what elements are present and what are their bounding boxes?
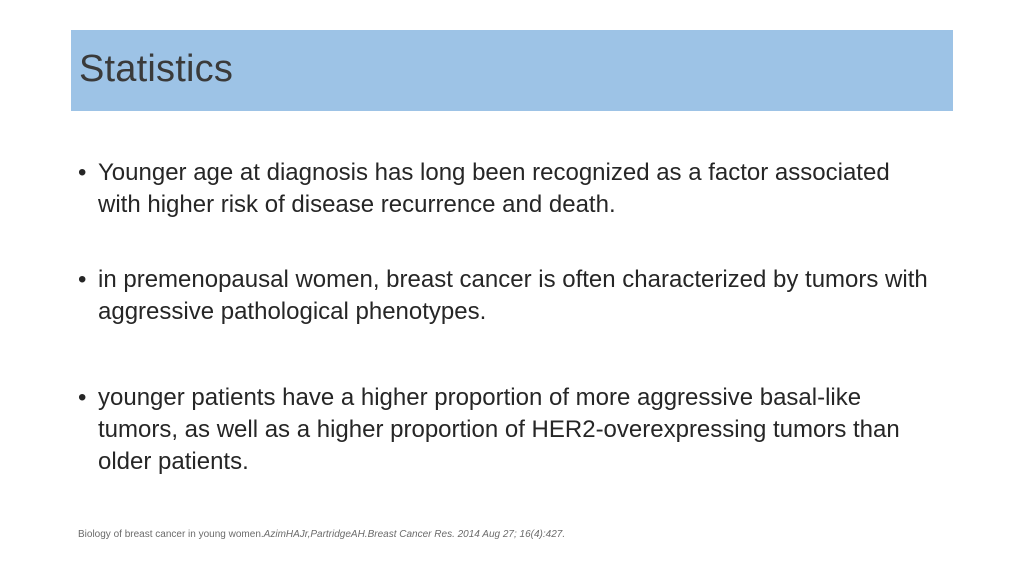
bullet-dot-icon: • (78, 384, 87, 411)
bullet-dot-icon: • (78, 266, 87, 293)
citation-source: AzimHAJr,PartridgeAH.Breast Cancer Res. 2014 Aug 27; 16(4):427. (263, 529, 566, 540)
bullet-item (78, 264, 938, 328)
bullet-dot-icon: • (78, 159, 87, 186)
bullet-text: Younger age at diagnosis has long been recognized as a factor associated with higher risk of disease recurrence and death. (98, 159, 890, 218)
bullet-text: younger patients have a higher proportion of more aggressive basal-like tumors, as well as a higher proportion of HER2-overexpressing tumors than older patients. (98, 384, 900, 475)
bullet-item (78, 157, 938, 221)
bullet-item (78, 382, 938, 478)
slide-title: Statistics (79, 48, 234, 90)
title-bar (71, 30, 953, 111)
citation-title: Biology of breast cancer in young women. (78, 529, 264, 540)
citation (78, 528, 565, 542)
bullet-text: in premenopausal women, breast cancer is often characterized by tumors with aggressive pathological phenotypes. (98, 266, 928, 325)
